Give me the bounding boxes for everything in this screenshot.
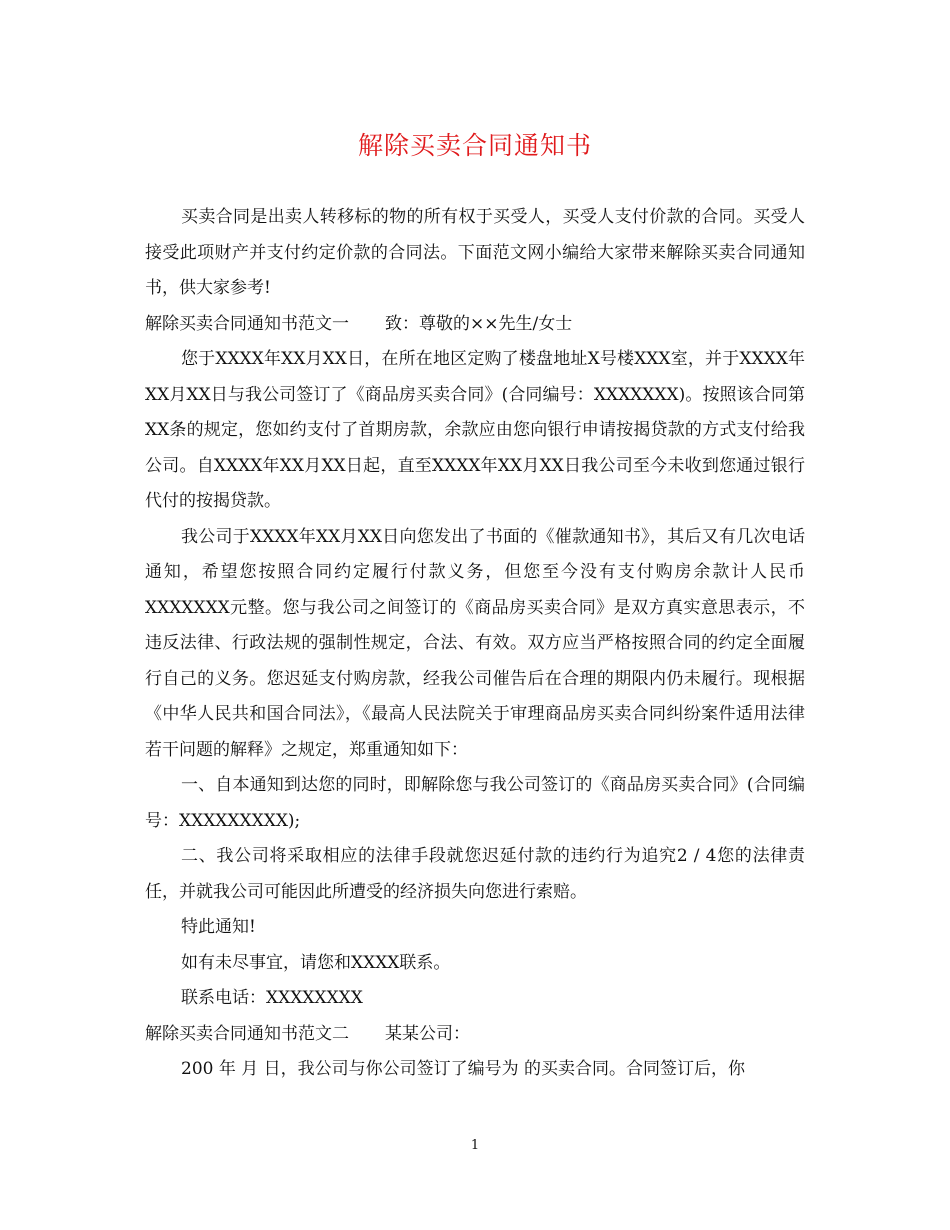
sample1-item-1: 一、自本通知到达您的同时，即解除您与我公司签订的《商品房买卖合同》(合同编号：XXXXXXXXX); (145, 775, 805, 831)
sample1-salutation: 致：尊敬的××先生/女士 (385, 313, 573, 334)
document-title: 解除买卖合同通知书 (357, 131, 592, 160)
sample1-heading-line (145, 307, 805, 343)
sample1-heading: 解除买卖合同通知书范文一 (145, 313, 349, 334)
page-number: 1 (470, 1138, 480, 1153)
sample1-paragraph-1: 您于XXXX年XX月XX日，在所在地区定购了楼盘地址X号楼XXX室，并于XXXX年XX月XX日与我公司签订了《商品房买卖合同》(合同编号：XXXXXXX)。按照该合同第XX条的规定，您如约支付了首期房款，余款应由您向银行申请按揭贷款的方式支付给我公司。自XXXX年XX月XX日起，直至XXXX年XX月XX日我公司至今未收到您通过银行代付的按揭贷款。 (145, 349, 805, 511)
sample2-paragraph-1: 200 年 月 日，我公司与你公司签订了编号为 的买卖合同。合同签订后，你 (181, 1059, 746, 1079)
sample2-heading: 解除买卖合同通知书范文二 (145, 1023, 349, 1044)
sample2-salutation: 某某公司： (385, 1023, 470, 1044)
sample1-closing: 特此通知! (181, 917, 256, 937)
sample2-heading-line (145, 1017, 805, 1053)
sample1-contact-note: 如有未尽事宜，请您和XXXX联系。 (181, 952, 451, 973)
intro-paragraph: 买卖合同是出卖人转移标的物的所有权于买受人，买受人支付价款的合同。买受人接受此项财产并支付约定价款的合同法。下面范文网小编给大家带来解除买卖合同通知书，供大家参考! (145, 207, 805, 298)
sample1-paragraph-2: 我公司于XXXX年XX月XX日向您发出了书面的《催款通知书》，其后又有几次电话通知，希望您按照合同约定履行付款义务，但您至今没有支付购房余款计人民币XXXXXXX元整。您与我公司之间签订的《商品房买卖合同》是双方真实意思表示，不违反法律、行政法规的强制性规定，合法、有效。双方应当严格按照合同的约定全面履行自己的义务。您迟延支付购房款，经我公司催告后在合理的期限内仍未履行。现根据《中华人民共和国合同法》，《最高人民法院关于审理商品房买卖合同纠纷案件适用法律若干问题的解释》之规定，郑重通知如下： (145, 526, 805, 760)
sample1-item-2: 二、我公司将采取相应的法律手段就您迟延付款的违约行为追究2 / 4您的法律责任，并就我公司可能因此所遭受的经济损失向您进行索赔。 (145, 846, 805, 902)
sample1-phone: 联系电话：XXXXXXXX (181, 988, 363, 1008)
document-body (145, 200, 805, 1088)
